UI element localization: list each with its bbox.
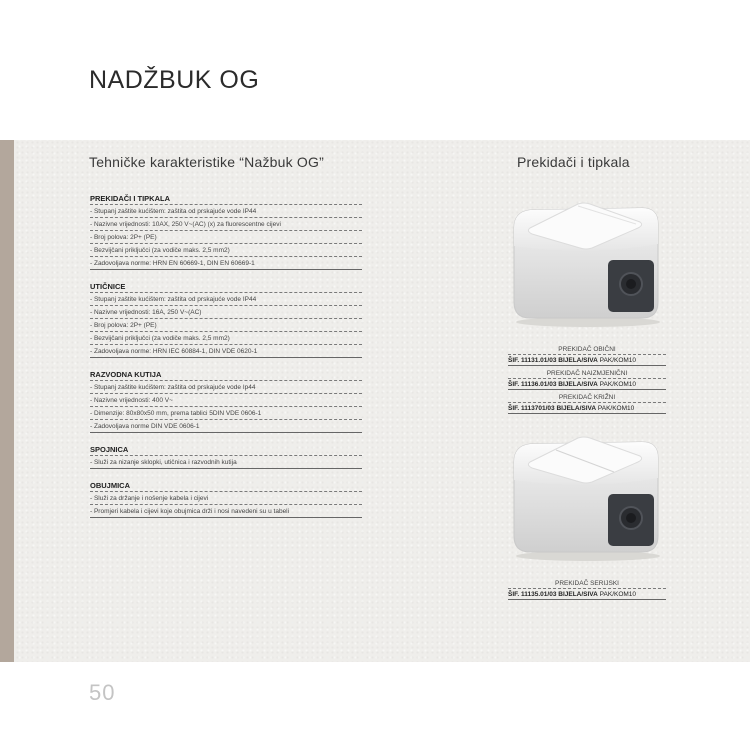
specs-list: [90, 194, 362, 530]
spec-group-title: UTIČNICE: [90, 282, 362, 293]
spec-line: - Stupanj zaštite kućištem: zaštita od prskajuće vode Ip44: [90, 381, 362, 394]
product-name: PREKIDAČ NAIZMJENIČNI: [508, 368, 666, 379]
page-title: NADŽBUK OG: [89, 66, 260, 94]
spec-line: - Zadovoljava norme DIN VDE 0606-1: [90, 420, 362, 433]
products-heading: Prekidači i tipkala: [517, 154, 630, 170]
product-name: PREKIDAČ KRIŽNI: [508, 392, 666, 403]
product-code: ŠIF. 1113701/03 BIJELA/SIVA PAK/KOM10: [508, 403, 666, 414]
specs-heading: Tehničke karakteristike “Nažbuk OG”: [89, 154, 324, 170]
spec-line: - Bezvijčani priključci (za vodiče maks. 2,5 mm2): [90, 244, 362, 257]
single-switch-labels: [508, 344, 666, 416]
product-name: PREKIDAČ OBIČNI: [508, 344, 666, 355]
product-code: ŠIF. 11131.01/03 BIJELA/SIVA PAK/KOM10: [508, 355, 666, 366]
spec-group-connector: [90, 445, 362, 469]
spec-group-title: RAZVODNA KUTIJA: [90, 370, 362, 381]
double-switch-photo: [508, 432, 664, 562]
product-code: ŠIF. 11136.01/03 BIJELA/SIVA PAK/KOM10: [508, 379, 666, 390]
double-switch-labels: [508, 578, 666, 602]
spec-group-junction-box: [90, 370, 362, 433]
page-number: 50: [89, 680, 116, 705]
product-code: ŠIF. 11135.01/03 BIJELA/SIVA PAK/KOM10: [508, 589, 666, 600]
spec-line: - Stupanj zaštite kućištem: zaštita od prskajuće vode IP44: [90, 293, 362, 306]
spec-line: - Dimenzije: 80x80x50 mm, prema tablici 5DIN VDE 0606-1: [90, 407, 362, 420]
spec-line: - Služi za nizanje sklopki, utičnica i razvodnih kutija: [90, 456, 362, 469]
spec-group-clamp: [90, 481, 362, 518]
spec-line: - Broj polova: 2P+ (PE): [90, 231, 362, 244]
spec-line: - Stupanj zaštite kućištem: zaštita od prskajuće vode IP44: [90, 205, 362, 218]
product-name: PREKIDAČ SERIJSKI: [508, 578, 666, 589]
spec-line: - Nazivne vrijednosti: 10AX, 250 V~(AC) (x) za fluorescentne cijevi: [90, 218, 362, 231]
spec-line: - Zadovoljava norme: HRN EN 60669-1, DIN EN 60669-1: [90, 257, 362, 270]
spec-line: - Nazivne vrijednosti: 400 V~: [90, 394, 362, 407]
spec-line: - Broj polova: 2P+ (PE): [90, 319, 362, 332]
spec-line: - Zadovoljava norme: HRN IEC 60884-1, DIN VDE 0620-1: [90, 345, 362, 358]
spec-line: - Bezvijčani priključci (za vodiče maks. 2,5 mm2): [90, 332, 362, 345]
spec-line: - Nazivne vrijednosti: 16A, 250 V~(AC): [90, 306, 362, 319]
spec-group-sockets: [90, 282, 362, 358]
single-switch-photo: [508, 198, 664, 328]
spec-group-title: PREKIDAČI I TIPKALA: [90, 194, 362, 205]
spec-group-switches: [90, 194, 362, 270]
spec-line: - Promjeri kabela i cijevi koje obujmica drži i nosi navedeni su u tabeli: [90, 505, 362, 518]
accent-bar: [0, 140, 14, 662]
spec-group-title: OBUJMICA: [90, 481, 362, 492]
spec-group-title: SPOJNICA: [90, 445, 362, 456]
spec-line: - Služi za držanje i nošenje kabela i cijevi: [90, 492, 362, 505]
